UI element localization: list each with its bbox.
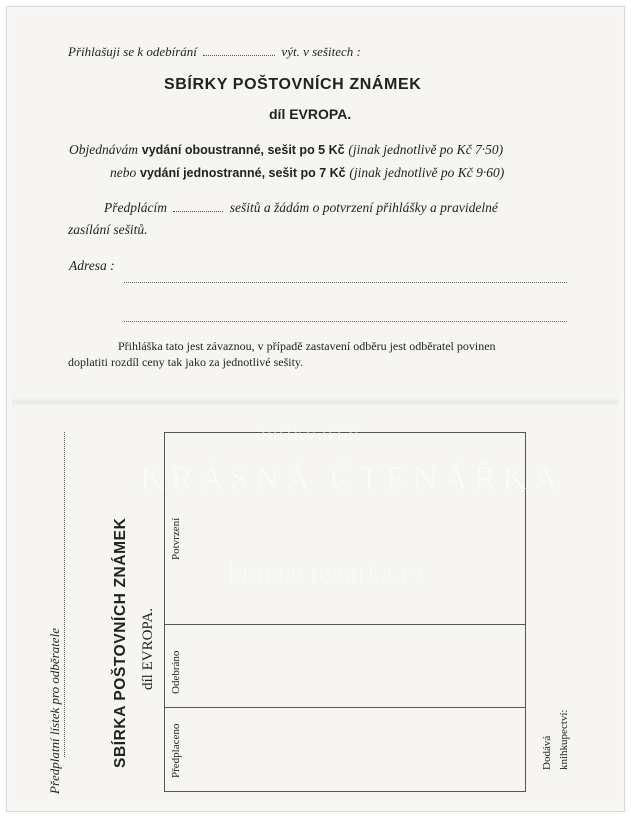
note-line-1: Přihláška tato jest závaznou, v případě zastavení odběru jest odběratel povinen — [118, 339, 496, 353]
table-divider-1 — [164, 624, 525, 625]
col-confirmed-label: Potvrzení — [170, 517, 182, 560]
order-line-2-c: (jinak jednotlivě po Kč 9·60) — [349, 165, 505, 180]
order-line-2-a: nebo — [110, 165, 137, 180]
watermark-line-1: antikvariát — [256, 420, 362, 445]
top-title: SBÍRKY POŠTOVNÍCH ZNÁMEK — [164, 76, 422, 93]
side-label: Předplatní lístek pro odběratele — [47, 628, 62, 794]
col-prepaid-label: Předplaceno — [170, 723, 182, 778]
address-line-2 — [124, 321, 567, 322]
card-subtitle: díl EVROPA. — [140, 608, 156, 690]
copies-blank — [203, 55, 275, 56]
fold-line — [12, 398, 619, 406]
order-line-1 — [69, 142, 503, 158]
order-line-2 — [110, 165, 504, 181]
bookseller-label-1: Dodává — [541, 735, 553, 770]
order-line-2-b: vydání jednostranné, sešit po 7 Kč — [140, 166, 346, 180]
side-dotted-line — [64, 432, 65, 757]
top-subtitle: díl EVROPA. — [269, 106, 352, 122]
note-line-2: doplatiti rozdíl ceny tak jako za jednotlivé sešity. — [68, 355, 304, 369]
col-collected-label: Odebráno — [170, 650, 182, 694]
order-intro-start: Přihlašuji se k odebírání — [68, 44, 197, 59]
address-line-1 — [124, 282, 567, 283]
watermark-line-2: KRÁSNÁ ČTENÁŘKA — [140, 460, 564, 497]
subscribe-line-2: zasílání sešitů. — [68, 222, 148, 237]
order-intro-line — [68, 44, 361, 60]
table-divider-2 — [164, 707, 525, 708]
subscribe-start: Předplácím — [104, 200, 167, 215]
order-line-1-a: Objednávám — [69, 142, 138, 157]
watermark-line-3: kramactenarka.cz — [228, 558, 427, 587]
subscribe-line — [104, 200, 498, 216]
subscribe-blank — [173, 211, 223, 212]
card-title: SBÍRKA POŠTOVNÍCH ZNÁMEK — [112, 517, 129, 768]
bookseller-label-2: knihkupectví: — [558, 709, 570, 770]
subscribe-end: sešitů a žádám o potvrzení přihlášky a pravidelné — [229, 200, 498, 215]
address-label: Adresa : — [69, 258, 115, 273]
order-line-1-b: vydání oboustranné, sešit po 5 Kč — [141, 143, 345, 157]
order-intro-end: výt. v sešitech : — [281, 44, 361, 59]
order-line-1-c: (jinak jednotlivě po Kč 7·50) — [348, 142, 504, 157]
